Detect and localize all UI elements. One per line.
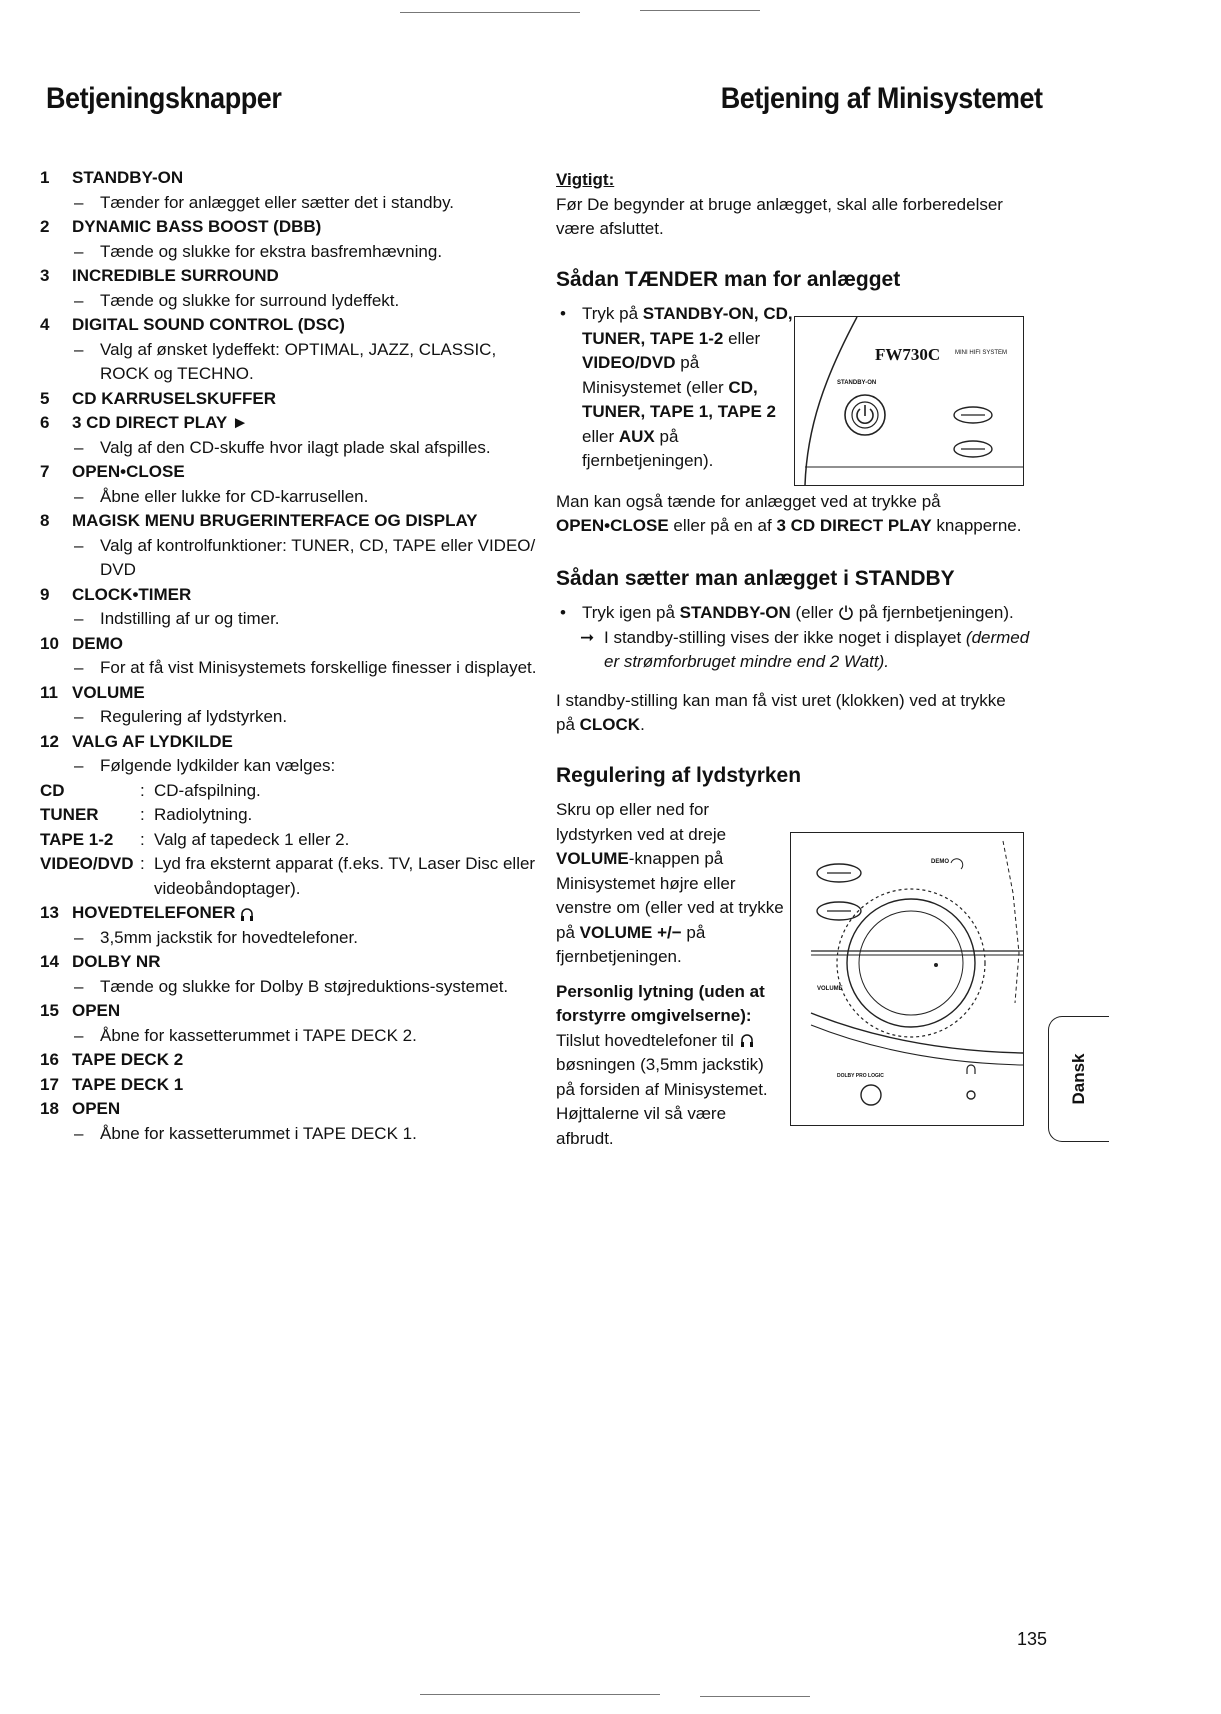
control-item-header	[40, 632, 540, 657]
control-number: 16	[40, 1050, 59, 1069]
control-description-text: Tænde og slukke for surround lydeffekt.	[100, 290, 400, 310]
control-item	[40, 1073, 540, 1098]
control-description-text: Tænde og slukke for Dolby B støjreduktions-systemet.	[100, 976, 509, 996]
control-description	[40, 926, 540, 951]
headphone-jack-icon	[967, 1091, 975, 1099]
control-number: 11	[40, 682, 58, 702]
control-description	[40, 240, 540, 265]
control-title: VALG AF LYDKILDE	[72, 731, 233, 751]
scan-noise	[420, 1694, 660, 1695]
control-title: DEMO	[72, 633, 123, 653]
dash-icon: –	[74, 486, 84, 506]
arrow-icon: ➞	[580, 627, 595, 647]
dash-icon: –	[74, 1025, 84, 1045]
source-row	[40, 803, 540, 828]
volume-label: VOLUME	[817, 986, 843, 992]
control-description-text: Åbne for kassetterummet i TAPE DECK 2.	[100, 1025, 417, 1045]
personal-listening-text: Tilslut hovedtelefoner til bøsningen (3,5mm jackstik) på forsiden af Minisystemet. Højttalerne vil så være afbrudt.	[556, 1030, 768, 1148]
control-item	[40, 411, 540, 460]
headphones-icon	[967, 1065, 975, 1074]
dash-icon: –	[74, 339, 84, 359]
controls-list	[40, 166, 540, 1146]
control-item-header	[40, 681, 540, 706]
control-item-header	[40, 264, 540, 289]
control-description	[40, 191, 540, 216]
control-title: OPEN•CLOSE	[72, 462, 185, 481]
volume-text: Skru op eller ned for lydstyrken ved at dreje VOLUME-knappen på Minisystemet højre eller venstre om (eller ved at trykke på VOLUME +/− på fjernbetjeningen.	[556, 800, 784, 966]
control-number: 7	[40, 462, 50, 481]
control-description	[40, 1122, 540, 1147]
page-number: 135	[1017, 1629, 1048, 1649]
control-title: CLOCK•TIMER	[72, 584, 192, 604]
dash-icon: –	[74, 437, 84, 457]
control-description-text: Valg af kontrolfunktioner: TUNER, CD, TAPE eller VIDEO/ DVD	[100, 535, 536, 579]
source-row	[40, 828, 540, 853]
source-colon: :	[140, 780, 145, 800]
control-description-text: Tænder for anlægget eller sætter det i standby.	[100, 192, 455, 212]
source-value: CD-afspilning.	[154, 780, 261, 800]
control-title: MAGISK MENU BRUGERINTERFACE OG DISPLAY	[72, 511, 478, 530]
control-item	[40, 215, 540, 264]
control-number: 14	[40, 952, 59, 971]
sources-table	[40, 779, 540, 902]
source-key: TUNER	[40, 805, 99, 824]
control-item	[40, 901, 540, 950]
control-title: OPEN	[72, 1001, 121, 1020]
language-tab	[1048, 1016, 1109, 1142]
page-title-right: Betjening af Minisystemet	[721, 82, 1043, 115]
source-row	[40, 852, 540, 901]
source-value: Radiolytning.	[154, 805, 253, 824]
control-title: DOLBY NR	[72, 952, 161, 971]
control-number: 9	[40, 584, 50, 604]
standby-figure	[794, 316, 1024, 486]
control-number: 10	[40, 633, 59, 653]
dash-icon: –	[74, 290, 84, 310]
control-item	[40, 583, 540, 632]
dash-icon: –	[74, 976, 84, 996]
control-description	[40, 436, 540, 461]
control-number: 6	[40, 413, 50, 432]
control-item-header	[40, 1097, 540, 1122]
heading-switch-on: Sådan TÆNDER man for anlægget	[556, 267, 901, 291]
control-description	[40, 534, 540, 583]
control-description	[40, 705, 540, 730]
control-number: 18	[40, 1099, 59, 1118]
control-item-header	[40, 166, 540, 191]
control-item	[40, 166, 540, 215]
control-item	[40, 387, 540, 412]
control-description-text: Valg af den CD-skuffe hvor ilagt plade skal afspilles.	[100, 437, 491, 457]
personal-listening-heading: Personlig lytning (uden at forstyrre omgivelserne):	[556, 981, 765, 1025]
model-name: FW730C	[875, 345, 941, 364]
volume-figure	[790, 832, 1024, 1126]
dash-icon: –	[74, 927, 84, 947]
dolby-label: DOLBY PRO LOGIC	[837, 1073, 884, 1079]
control-item-header	[40, 1073, 540, 1098]
dash-icon: –	[74, 707, 84, 726]
control-title: HOVEDTELEFONER	[72, 903, 236, 922]
control-item	[40, 1097, 540, 1146]
control-number: 2	[40, 217, 50, 236]
control-item	[40, 999, 540, 1048]
control-description-text: Åbne for kassetterummet i TAPE DECK 1.	[100, 1123, 417, 1143]
control-item	[40, 632, 540, 681]
control-item	[40, 264, 540, 313]
control-item	[40, 730, 540, 779]
source-value: Valg af tapedeck 1 eller 2.	[154, 829, 350, 849]
control-description	[40, 289, 540, 314]
control-title: TAPE DECK 1	[72, 1074, 184, 1094]
control-item	[40, 681, 540, 730]
dash-icon: –	[74, 535, 84, 555]
control-number: 13	[40, 903, 59, 922]
control-item	[40, 313, 540, 387]
control-item-header	[40, 1048, 540, 1073]
control-item-header	[40, 730, 540, 755]
source-key: VIDEO/DVD	[40, 854, 134, 873]
power-icon	[838, 604, 854, 620]
control-number: 17	[40, 1074, 59, 1094]
dash-icon: –	[74, 192, 84, 212]
control-item-header	[40, 999, 540, 1024]
control-item	[40, 509, 540, 583]
control-description	[40, 975, 540, 1000]
control-number: 5	[40, 388, 50, 408]
control-title: 3 CD DIRECT PLAY ►	[72, 413, 249, 432]
control-description-text: Regulering af lydstyrken.	[100, 707, 288, 726]
control-item-header	[40, 215, 540, 240]
control-title: CD KARRUSELSKUFFER	[72, 388, 276, 408]
control-description-text: Tænde og slukke for ekstra basfremhævning.	[100, 241, 443, 261]
source-colon: :	[140, 854, 145, 873]
dash-icon: –	[74, 658, 84, 677]
dolby-button-icon	[861, 1085, 881, 1105]
control-description	[40, 1024, 540, 1049]
dash-icon: –	[74, 756, 84, 775]
standby-note: ➞ I standby-stilling vises der ikke noget i displayet (dermed er strømforbruget mindre end 2 Watt).	[580, 627, 1030, 671]
control-number: 8	[40, 511, 50, 530]
headphones-icon	[739, 1032, 755, 1048]
control-item-header	[40, 411, 540, 436]
control-item-header	[40, 313, 540, 338]
control-title: STANDBY-ON	[72, 168, 184, 187]
source-value: Lyd fra eksternt apparat (f.eks. TV, Laser Disc eller videobåndoptager).	[154, 854, 536, 898]
control-description-text: Indstilling af ur og timer.	[100, 609, 280, 628]
control-description	[40, 485, 540, 510]
control-description-text: Åbne eller lukke for CD-karrusellen.	[100, 486, 369, 506]
control-title: VOLUME	[72, 682, 145, 702]
control-description-text: Følgende lydkilder kan vælges:	[100, 756, 336, 775]
control-item-header	[40, 901, 540, 926]
language-tab-label: Dansk	[1069, 1053, 1088, 1105]
control-item	[40, 460, 540, 509]
control-item-header	[40, 950, 540, 975]
important-text: Før De begynder at bruge anlægget, skal alle forberedelser være afsluttet.	[556, 194, 1003, 238]
scan-noise	[400, 12, 580, 13]
control-description	[40, 338, 540, 387]
control-description-text: 3,5mm jackstik for hovedtelefoner.	[100, 927, 358, 947]
dash-icon: –	[74, 1123, 84, 1143]
scan-noise	[640, 10, 760, 11]
heading-standby: Sådan sætter man anlægget i STANDBY	[556, 566, 955, 590]
control-title: INCREDIBLE SURROUND	[72, 266, 279, 285]
source-key: TAPE 1-2	[40, 829, 114, 849]
control-item	[40, 1048, 540, 1073]
source-key: CD	[40, 780, 65, 800]
control-description-text: Valg af ønsket lydeffekt: OPTIMAL, JAZZ, CLASSIC, ROCK og TECHNO.	[100, 339, 497, 383]
bullet-icon: •	[560, 603, 566, 622]
control-number: 12	[40, 731, 59, 751]
switch-on-extra: Man kan også tænde for anlægget ved at trykke på OPEN•CLOSE eller på en af 3 CD DIRECT PLAY knapperne.	[556, 491, 1022, 535]
source-colon: :	[140, 805, 145, 824]
control-item-header	[40, 387, 540, 412]
dash-icon: –	[74, 241, 84, 261]
control-title: DIGITAL SOUND CONTROL (DSC)	[72, 315, 345, 334]
scan-noise	[700, 1696, 810, 1697]
switch-on-bullet: • Tryk på STANDBY-ON, CD, TUNER, TAPE 1-2 eller VIDEO/DVD på Minisystemet (eller CD, TUNER, TAPE 1, TAPE 2 eller AUX på fjernbetjeningen).	[560, 304, 793, 470]
bullet-icon: •	[560, 304, 566, 323]
control-title: TAPE DECK 2	[72, 1050, 184, 1069]
dash-icon: –	[74, 609, 84, 628]
control-number: 1	[40, 168, 50, 187]
standby-clock-text: I standby-stilling kan man få vist uret (klokken) ved at trykke på CLOCK.	[556, 690, 1006, 734]
control-item-header	[40, 460, 540, 485]
control-description	[40, 656, 540, 681]
control-title: OPEN	[72, 1099, 121, 1118]
control-description-text: For at få vist Minisystemets forskellige finesser i displayet.	[100, 658, 537, 677]
control-item-header	[40, 583, 540, 608]
control-number: 15	[40, 1001, 59, 1020]
demo-label: DEMO	[931, 859, 949, 865]
standby-bullet: • Tryk igen på STANDBY-ON (eller på fjernbetjeningen).	[556, 601, 1046, 626]
control-title: DYNAMIC BASS BOOST (DBB)	[72, 217, 322, 236]
headphones-icon	[239, 906, 255, 922]
control-description	[40, 607, 540, 632]
page-title-left: Betjeningsknapper	[46, 82, 282, 115]
source-colon: :	[140, 829, 145, 849]
standby-label: STANDBY-ON	[837, 380, 877, 386]
control-number: 3	[40, 266, 50, 285]
source-row	[40, 779, 540, 804]
control-item-header	[40, 509, 540, 534]
heading-volume: Regulering af lydstyrken	[556, 763, 802, 787]
control-description	[40, 754, 540, 779]
control-number: 4	[40, 315, 50, 334]
model-subtitle: MINI HIFI SYSTEM	[955, 350, 1008, 356]
important-label: Vigtigt:	[556, 170, 615, 189]
control-item	[40, 950, 540, 999]
